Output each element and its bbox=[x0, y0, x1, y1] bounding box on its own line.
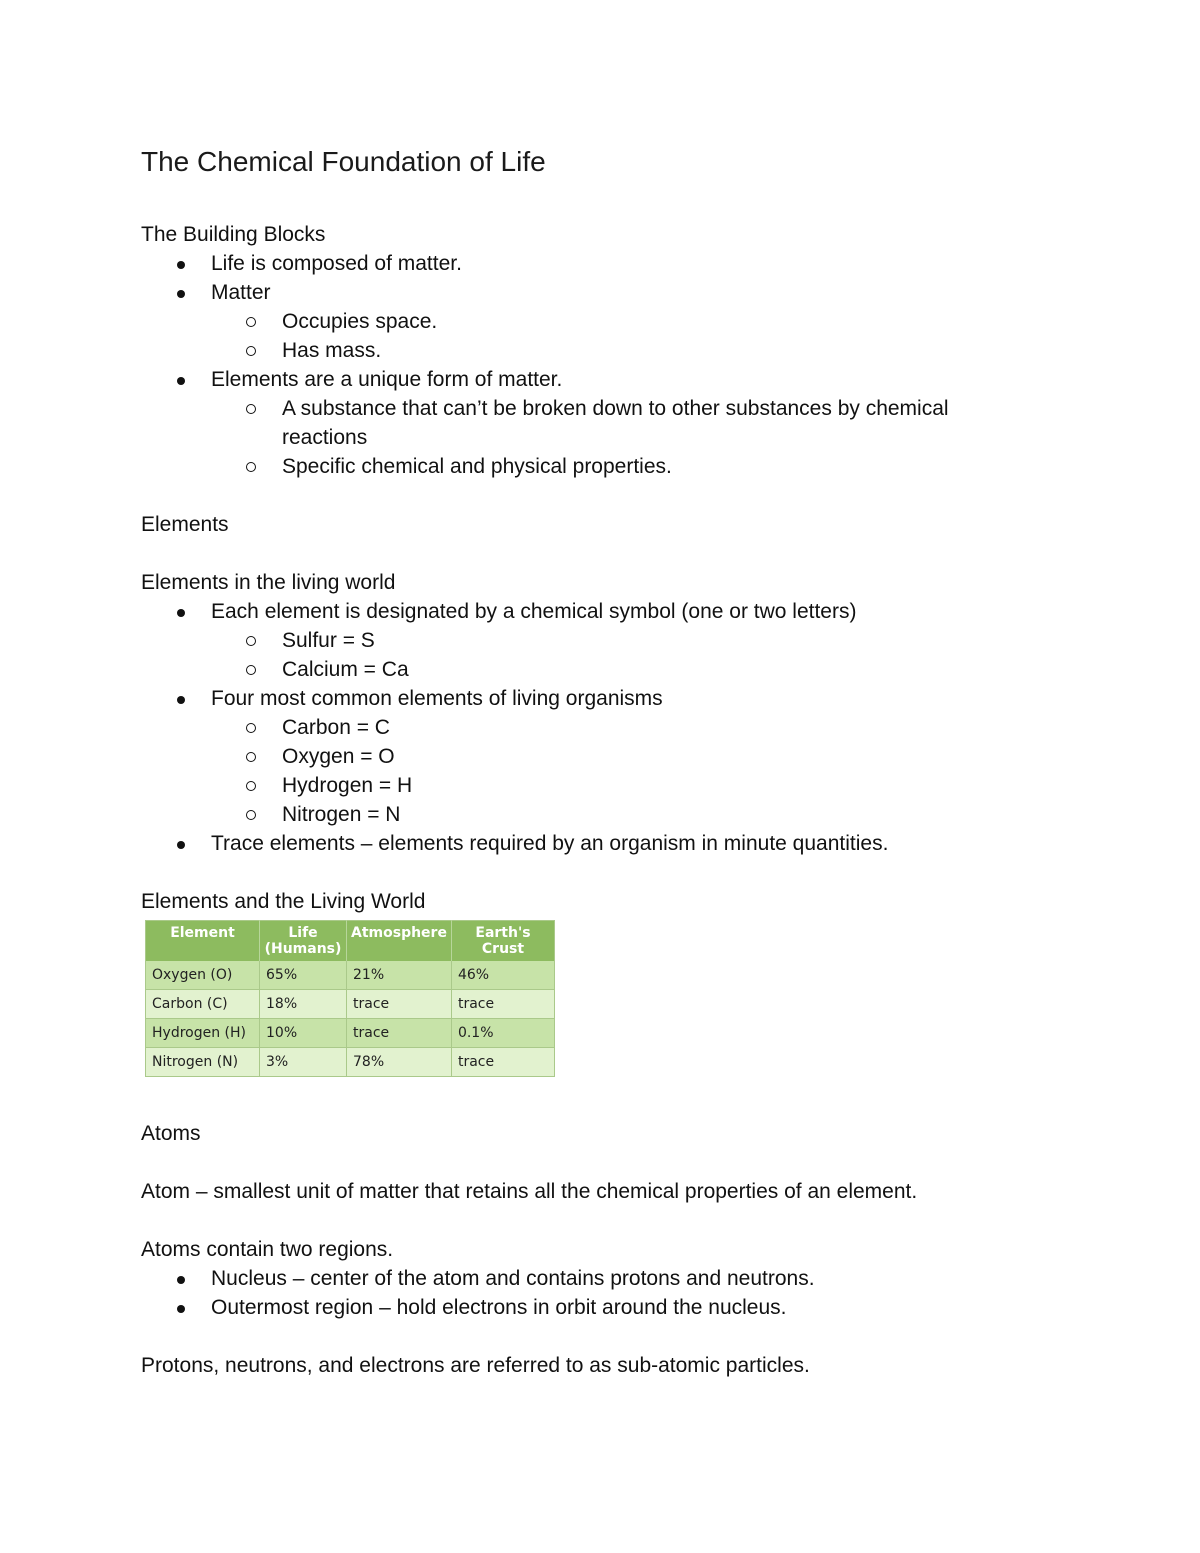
hollow-bullet-icon bbox=[246, 636, 256, 646]
living-world-list bbox=[141, 597, 1101, 858]
page-title: The Chemical Foundation of Life bbox=[141, 146, 546, 177]
bullet-icon bbox=[177, 261, 185, 269]
sub-list-item: Calcium = Ca bbox=[211, 655, 1101, 684]
table-cell: Hydrogen (H) bbox=[146, 1019, 260, 1048]
atom-definition: Atom – smallest unit of matter that retains all the chemical properties of an element. bbox=[141, 1180, 918, 1203]
sub-list bbox=[211, 394, 1101, 481]
table-cell: 3% bbox=[260, 1048, 347, 1077]
list-item: Four most common elements of living organisms Carbon = C Oxygen = O Hydrogen = H Nitrogen = N bbox=[141, 684, 1101, 829]
elements-table bbox=[145, 920, 555, 1077]
list-item: Matter Occupies space. Has mass. bbox=[141, 278, 1101, 365]
table-cell: 46% bbox=[451, 961, 554, 990]
table-row bbox=[146, 1048, 555, 1077]
table-cell: trace bbox=[347, 990, 452, 1019]
hollow-bullet-icon bbox=[246, 317, 256, 327]
list-item: Outermost region – hold electrons in orbit around the nucleus. bbox=[141, 1293, 1101, 1322]
bullet-icon bbox=[177, 609, 185, 617]
column-header: Atmosphere bbox=[347, 921, 452, 962]
sub-list-item: Oxygen = O bbox=[211, 742, 1101, 771]
table-cell: 18% bbox=[260, 990, 347, 1019]
list-item: Elements are a unique form of matter. A substance that can’t be broken down to other substances by chemical reactions Specific chemical and physical properties. bbox=[141, 365, 1101, 481]
building-blocks-list bbox=[141, 249, 1101, 481]
sub-list-item: Occupies space. bbox=[211, 307, 1101, 336]
table-row bbox=[146, 990, 555, 1019]
sub-list-item: Has mass. bbox=[211, 336, 1101, 365]
hollow-bullet-icon bbox=[246, 462, 256, 472]
table-cell: 0.1% bbox=[451, 1019, 554, 1048]
table-cell: 78% bbox=[347, 1048, 452, 1077]
sub-list bbox=[211, 626, 1101, 684]
table-cell: Oxygen (O) bbox=[146, 961, 260, 990]
list-item: Life is composed of matter. bbox=[141, 249, 1101, 278]
list-item: Nucleus – center of the atom and contains protons and neutrons. bbox=[141, 1264, 1101, 1293]
bullet-icon bbox=[177, 696, 185, 704]
section-heading-regions: Atoms contain two regions. bbox=[141, 1238, 394, 1261]
sub-list-item: Nitrogen = N bbox=[211, 800, 1101, 829]
column-header: Earth's Crust bbox=[451, 921, 554, 962]
table-row bbox=[146, 961, 555, 990]
table-cell: Nitrogen (N) bbox=[146, 1048, 260, 1077]
sub-list bbox=[211, 307, 1101, 365]
bullet-icon bbox=[177, 377, 185, 385]
sub-list-item: Specific chemical and physical properties. bbox=[211, 452, 1101, 481]
bullet-icon bbox=[177, 1305, 185, 1313]
column-header: Life (Humans) bbox=[260, 921, 347, 962]
section-heading-elements: Elements bbox=[141, 513, 229, 536]
bullet-icon bbox=[177, 1276, 185, 1284]
hollow-bullet-icon bbox=[246, 781, 256, 791]
table-cell: trace bbox=[451, 1048, 554, 1077]
hollow-bullet-icon bbox=[246, 752, 256, 762]
table-header-row bbox=[146, 921, 555, 962]
table-cell: Carbon (C) bbox=[146, 990, 260, 1019]
table-row bbox=[146, 1019, 555, 1048]
section-heading-building-blocks: The Building Blocks bbox=[141, 223, 326, 246]
hollow-bullet-icon bbox=[246, 723, 256, 733]
bullet-icon bbox=[177, 841, 185, 849]
hollow-bullet-icon bbox=[246, 810, 256, 820]
hollow-bullet-icon bbox=[246, 346, 256, 356]
section-heading-living-world: Elements in the living world bbox=[141, 571, 396, 594]
hollow-bullet-icon bbox=[246, 665, 256, 675]
list-item: Each element is designated by a chemical symbol (one or two letters) Sulfur = S Calcium = Ca bbox=[141, 597, 1101, 684]
sub-list-item: A substance that can’t be broken down to other substances by chemical reactions bbox=[211, 394, 982, 452]
table-cell: trace bbox=[451, 990, 554, 1019]
sub-list bbox=[211, 713, 1101, 829]
list-item: Trace elements – elements required by an organism in minute quantities. bbox=[141, 829, 1101, 858]
elements-table-wrapper bbox=[145, 920, 1101, 1077]
closing-paragraph: Protons, neutrons, and electrons are referred to as sub-atomic particles. bbox=[141, 1354, 810, 1377]
sub-list-item: Carbon = C bbox=[211, 713, 1101, 742]
sub-list-item: Hydrogen = H bbox=[211, 771, 1101, 800]
sub-list-item: Sulfur = S bbox=[211, 626, 1101, 655]
table-cell: 21% bbox=[347, 961, 452, 990]
hollow-bullet-icon bbox=[246, 404, 256, 414]
column-header: Element bbox=[146, 921, 260, 962]
section-heading-atoms: Atoms bbox=[141, 1122, 201, 1145]
section-heading-table: Elements and the Living World bbox=[141, 890, 426, 913]
table-cell: 10% bbox=[260, 1019, 347, 1048]
bullet-icon bbox=[177, 290, 185, 298]
regions-list bbox=[141, 1264, 1101, 1322]
document-content bbox=[141, 140, 1101, 1380]
table-cell: 65% bbox=[260, 961, 347, 990]
table-cell: trace bbox=[347, 1019, 452, 1048]
